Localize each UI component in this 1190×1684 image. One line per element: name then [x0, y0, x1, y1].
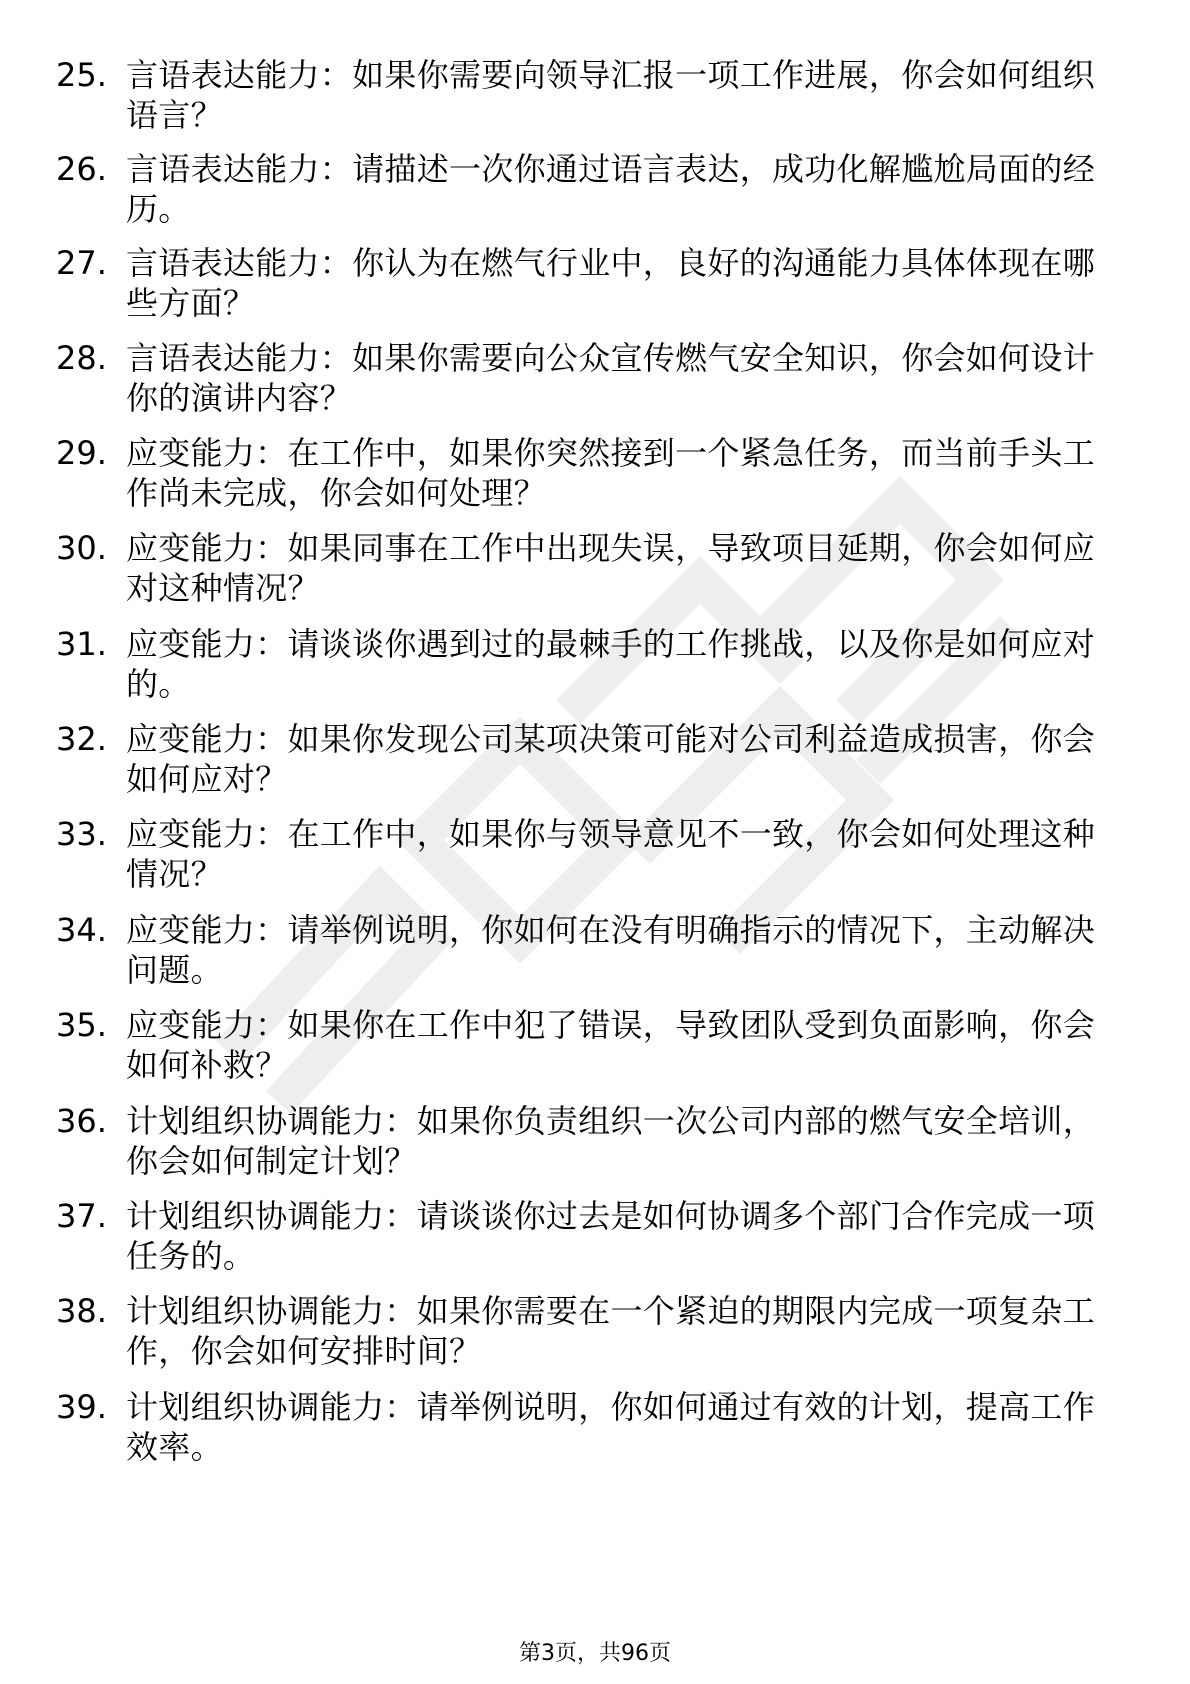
question-text: 应变能力：在工作中，如果你与领导意见不一致，你会如何处理这种情况？	[126, 815, 1096, 893]
question-text: 应变能力：如果你发现公司某项决策可能对公司利益造成损害，你会如何应对？	[126, 720, 1096, 798]
question-number: 34.	[56, 911, 107, 949]
question-text: 计划组织协调能力：如果你需要在一个紧迫的期限内完成一项复杂工作，你会如何安排时间？	[126, 1292, 1096, 1370]
question-item-27	[0, 243, 1190, 333]
question-text: 言语表达能力：请描述一次你通过语言表达，成功化解尴尬局面的经历。	[126, 150, 1096, 228]
question-number: 29.	[56, 434, 107, 472]
question-item-31	[0, 624, 1190, 714]
question-number: 25.	[56, 56, 107, 94]
question-item-37	[0, 1196, 1190, 1286]
question-item-30	[0, 528, 1190, 618]
question-number: 37.	[56, 1197, 107, 1235]
question-number: 27.	[56, 244, 107, 282]
question-text: 应变能力：在工作中，如果你突然接到一个紧急任务，而当前手头工作尚未完成，你会如何处理？	[126, 434, 1096, 512]
question-number: 26.	[56, 150, 107, 188]
question-item-39	[0, 1387, 1190, 1477]
page-footer: 第3页，共96页	[519, 1641, 671, 1666]
question-number: 35.	[56, 1006, 107, 1044]
question-text: 言语表达能力：如果你需要向领导汇报一项工作进展，你会如何组织语言？	[126, 56, 1096, 134]
question-item-36	[0, 1101, 1190, 1191]
question-number: 28.	[56, 339, 107, 377]
question-text: 应变能力：请谈谈你遇到过的最棘手的工作挑战，以及你是如何应对的。	[126, 625, 1096, 703]
question-text: 计划组织协调能力：请谈谈你过去是如何协调多个部门合作完成一项任务的。	[126, 1197, 1096, 1275]
question-text: 言语表达能力：你认为在燃气行业中，良好的沟通能力具体体现在哪些方面？	[126, 244, 1096, 322]
question-number: 32.	[56, 720, 107, 758]
question-item-28	[0, 338, 1190, 428]
question-number: 30.	[56, 529, 107, 567]
question-text: 计划组织协调能力：如果你负责组织一次公司内部的燃气安全培训，你会如何制定计划？	[126, 1102, 1096, 1180]
question-item-35	[0, 1005, 1190, 1095]
question-item-33	[0, 814, 1190, 904]
question-item-29	[0, 433, 1190, 523]
question-number: 36.	[56, 1102, 107, 1140]
question-item-25	[0, 55, 1190, 145]
question-item-38	[0, 1291, 1190, 1381]
question-item-34	[0, 910, 1190, 1000]
question-item-26	[0, 149, 1190, 239]
question-item-32	[0, 719, 1190, 809]
question-text: 应变能力：请举例说明，你如何在没有明确指示的情况下，主动解决问题。	[126, 911, 1096, 989]
question-number: 33.	[56, 815, 107, 853]
question-text: 言语表达能力：如果你需要向公众宣传燃气安全知识，你会如何设计你的演讲内容？	[126, 339, 1096, 417]
question-number: 31.	[56, 625, 107, 663]
question-number: 39.	[56, 1388, 107, 1426]
question-number: 38.	[56, 1292, 107, 1330]
question-text: 计划组织协调能力：请举例说明，你如何通过有效的计划，提高工作效率。	[126, 1388, 1096, 1466]
question-text: 应变能力：如果你在工作中犯了错误，导致团队受到负面影响，你会如何补救？	[126, 1006, 1096, 1084]
question-text: 应变能力：如果同事在工作中出现失误，导致项目延期，你会如何应对这种情况？	[126, 529, 1096, 607]
